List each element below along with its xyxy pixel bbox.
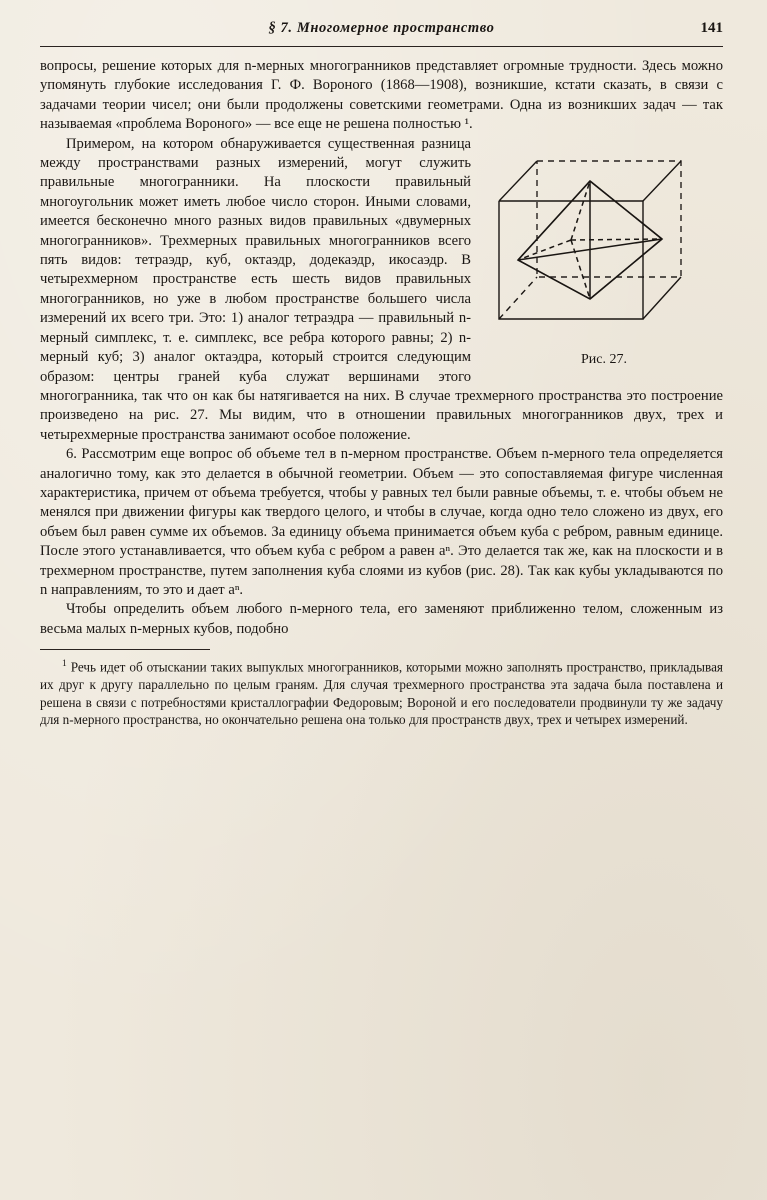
page-header — [40, 20, 723, 42]
body-text — [40, 57, 723, 639]
footnote — [40, 656, 723, 729]
page-number: 141 — [700, 20, 723, 36]
figure-caption: Рис. 27. — [581, 352, 627, 368]
footnote-divider — [40, 649, 210, 650]
paragraph-4: Чтобы определить объем любого n-мерного тела, его заменяют приближенно телом, сложенным из весьма малых n-мерных кубов, подобно — [40, 601, 723, 637]
paragraph-2: Примером, на котором обнаруживается существенная разница между пространствами разных измерений, могут служить правильные многогранники. На плоскости правильный многоугольник может иметь любое число сторон. Иными словами, имеется бесконечно много разных видов правильных «двумерных многогранников». Трехмерных правильных многогранников всего пять видов: тетраэдр, куб, октаэдр, додекаэдр, икосаэдр. В четырехмерном пространстве есть шесть видов правильных многогранников, но уже в любом пространстве большего числа измерений их всего три. Это: 1) аналог тетраэдра — правильный n-мерный симплекс, т. е. симплекс, все ребра которого равны; 2) n-мерный куб; 3) аналог октаэдра, который строится следующим образом: центры граней куба служат вершинами этого многогранника, так что он как бы натягивается на них. В случае трехмерного пространства это построение произведено на рис. 27. Мы видим, что в отношении правильных многогранников двух, трех и четырехмерные пространства занимают особое положение. — [40, 135, 723, 443]
cube-with-inscribed-octahedron-icon — [485, 141, 723, 341]
running-head-title: § 7. Многомерное пространство — [268, 20, 495, 36]
paragraph-3: 6. Рассмотрим еще вопрос об объеме тел в n-мерном пространстве. Объем n-мерного тела определяется аналогично тому, как это делается в обычной геометрии. Объем — это сопоставляемая фигуре численная характеристика, причем от объема требуется, чтобы у равных тел были равные объемы, т. е. чтобы объем не менялся при движении фигуры как твердого целого, и чтобы в случае, когда одно тело сложено из двух, его объем был равен сумме их объемов. За единицу объема принимается объем куба с ребром, равным единице. После этого устанавливается, что объем куба с ребром a равен aⁿ. Это делается так же, как на плоскости и в трехмерном пространстве, путем заполнения куба слоями из кубов (рис. 28). Так как кубы укладываются по n направлениям, то это и дает aⁿ. — [40, 446, 723, 598]
header-divider — [40, 46, 723, 47]
footnote-marker: 1 — [62, 659, 67, 670]
footnote-text: $^1$ Речь идет об отыскании таких выпуклых многогранников, которыми можно заполнять пространство, прикладывая их друг к другу параллельно по целым граням. Для случая трехмерного пространства эта задача была поставлена и решена в связи с потребностями кристаллографии Федоровым; Вороной и его последователи продвинули ту же задачу для n-мерного пространства, но окончательно решена она только для пространств двух, трех и четырех измерений. — [40, 659, 723, 728]
paragraph-1: вопросы, решение которых для n-мерных многогранников представляет огромные трудности. Здесь можно упомянуть глубокие исследования Г. Ф. Вороного (1868—1908), возникшие, кстати сказать, в связи с задачами теории чисел; они были продолжены советскими геометрами. Одна из возникших задач — так называемая «проблема Вороного» — все еще не решена полностью ¹. — [40, 58, 723, 133]
figure-27 — [485, 141, 723, 370]
